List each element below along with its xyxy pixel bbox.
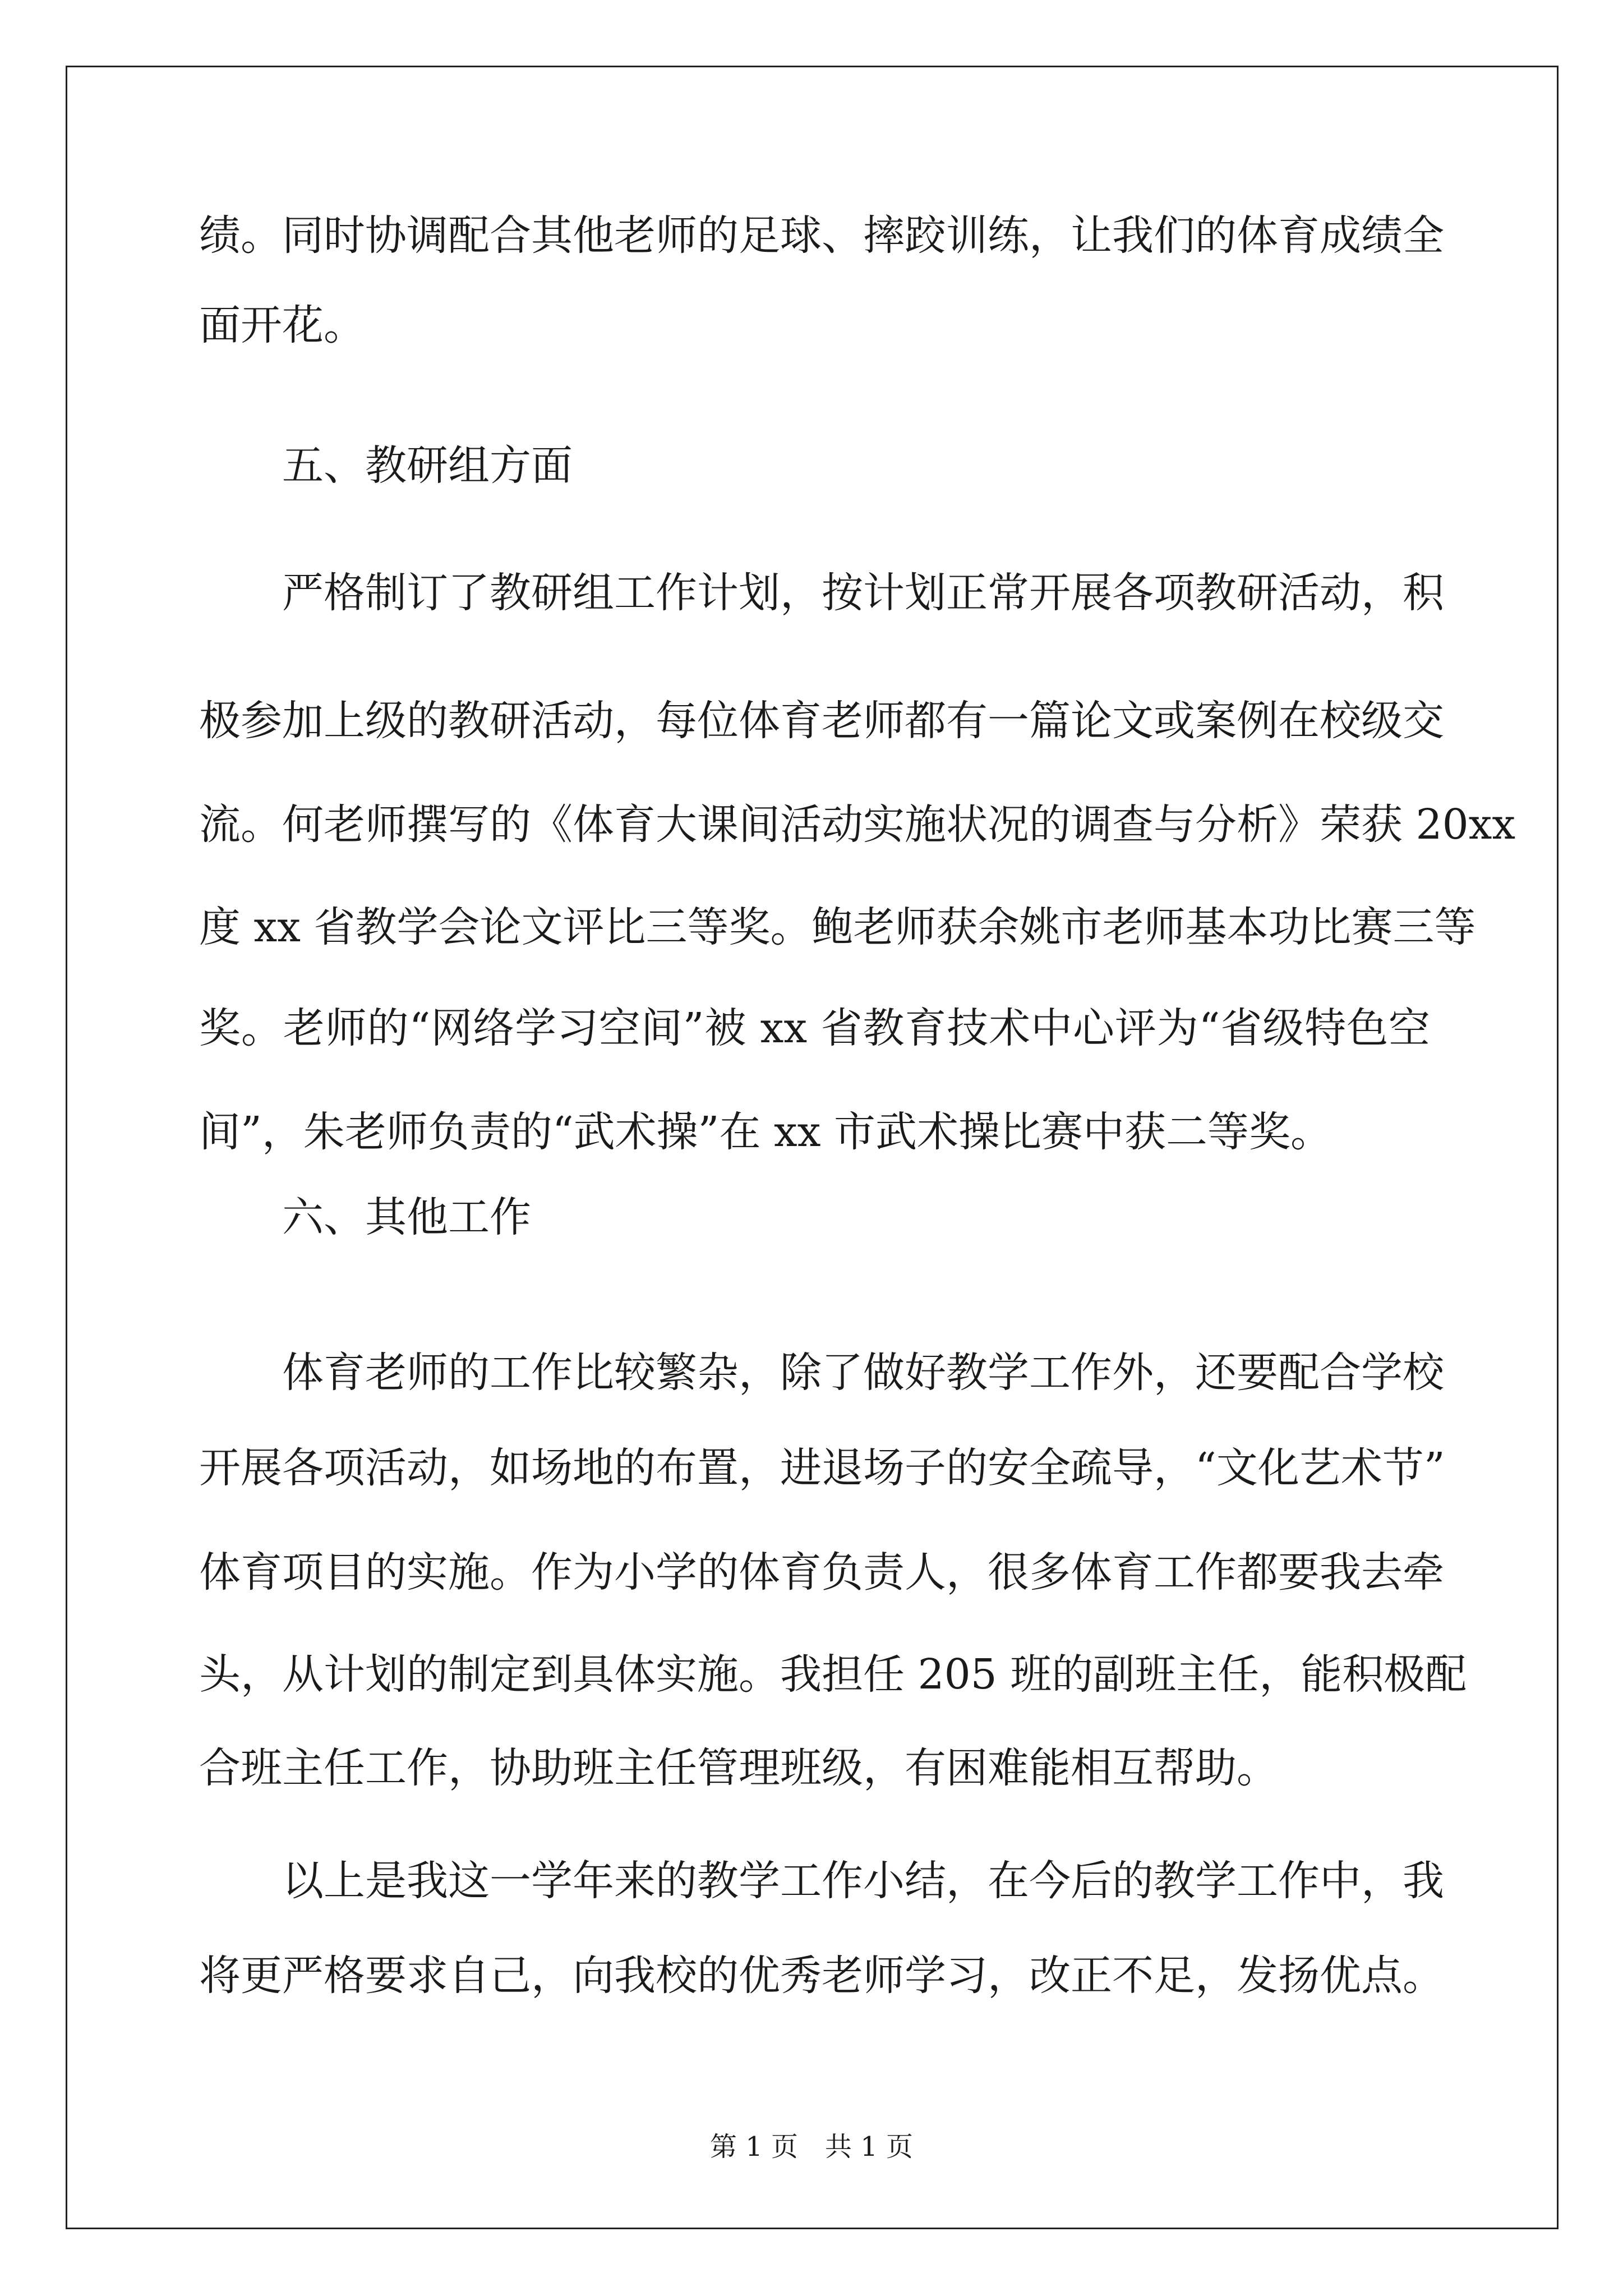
paragraph-line: 严格制订了教研组工作计划，按计划正常开展各项教研活动，积 — [282, 569, 1444, 617]
paragraph-line: 度 xx 省教学会论文评比三等奖。鲍老师获余姚市老师基本功比赛三等 — [199, 903, 1476, 951]
paragraph-line: 间”，朱老师负责的“武术操”在 xx 市武术操比赛中获二等奖。 — [199, 1108, 1332, 1156]
paragraph-line: 流。何老师撰写的《体育大课间活动实施状况的调查与分析》荣获 20xx — [199, 800, 1516, 849]
paragraph-line: 以上是我这一学年来的教学工作小结，在今后的教学工作中，我 — [282, 1857, 1444, 1905]
paragraph-line: 头，从计划的制定到具体实施。我担任 205 班的副班主任，能积极配 — [199, 1650, 1467, 1699]
page-footer: 第 1 页 共 1 页 — [709, 2131, 914, 2162]
paragraph-line: 开展各项活动，如场地的布置，进退场子的安全疏导，“文化艺术节” — [199, 1444, 1445, 1492]
paragraph-line: 奖。老师的“网络学习空间”被 xx 省教育技术中心评为“省级特色空 — [199, 1004, 1430, 1052]
paragraph-line: 极参加上级的教研活动，每位体育老师都有一篇论文或案例在校级交 — [199, 697, 1444, 745]
paragraph-line: 将更严格要求自己，向我校的优秀老师学习，改正不足，发扬优点。 — [199, 1952, 1444, 2000]
section-heading-teaching-research: 五、教研组方面 — [282, 441, 573, 490]
paragraph-line: 体育项目的实施。作为小学的体育负责人，很多体育工作都要我去牵 — [199, 1548, 1444, 1596]
paragraph-line: 绩。同时协调配合其他老师的足球、摔跤训练，让我们的体育成绩全 — [199, 211, 1444, 260]
paragraph-line: 体育老师的工作比较繁杂，除了做好教学工作外，还要配合学校 — [282, 1349, 1444, 1397]
paragraph-line: 面开花。 — [199, 301, 365, 349]
section-heading-other-work: 六、其他工作 — [282, 1193, 531, 1241]
paragraph-line: 合班主任工作，协助班主任管理班级，有困难能相互帮助。 — [199, 1744, 1278, 1792]
